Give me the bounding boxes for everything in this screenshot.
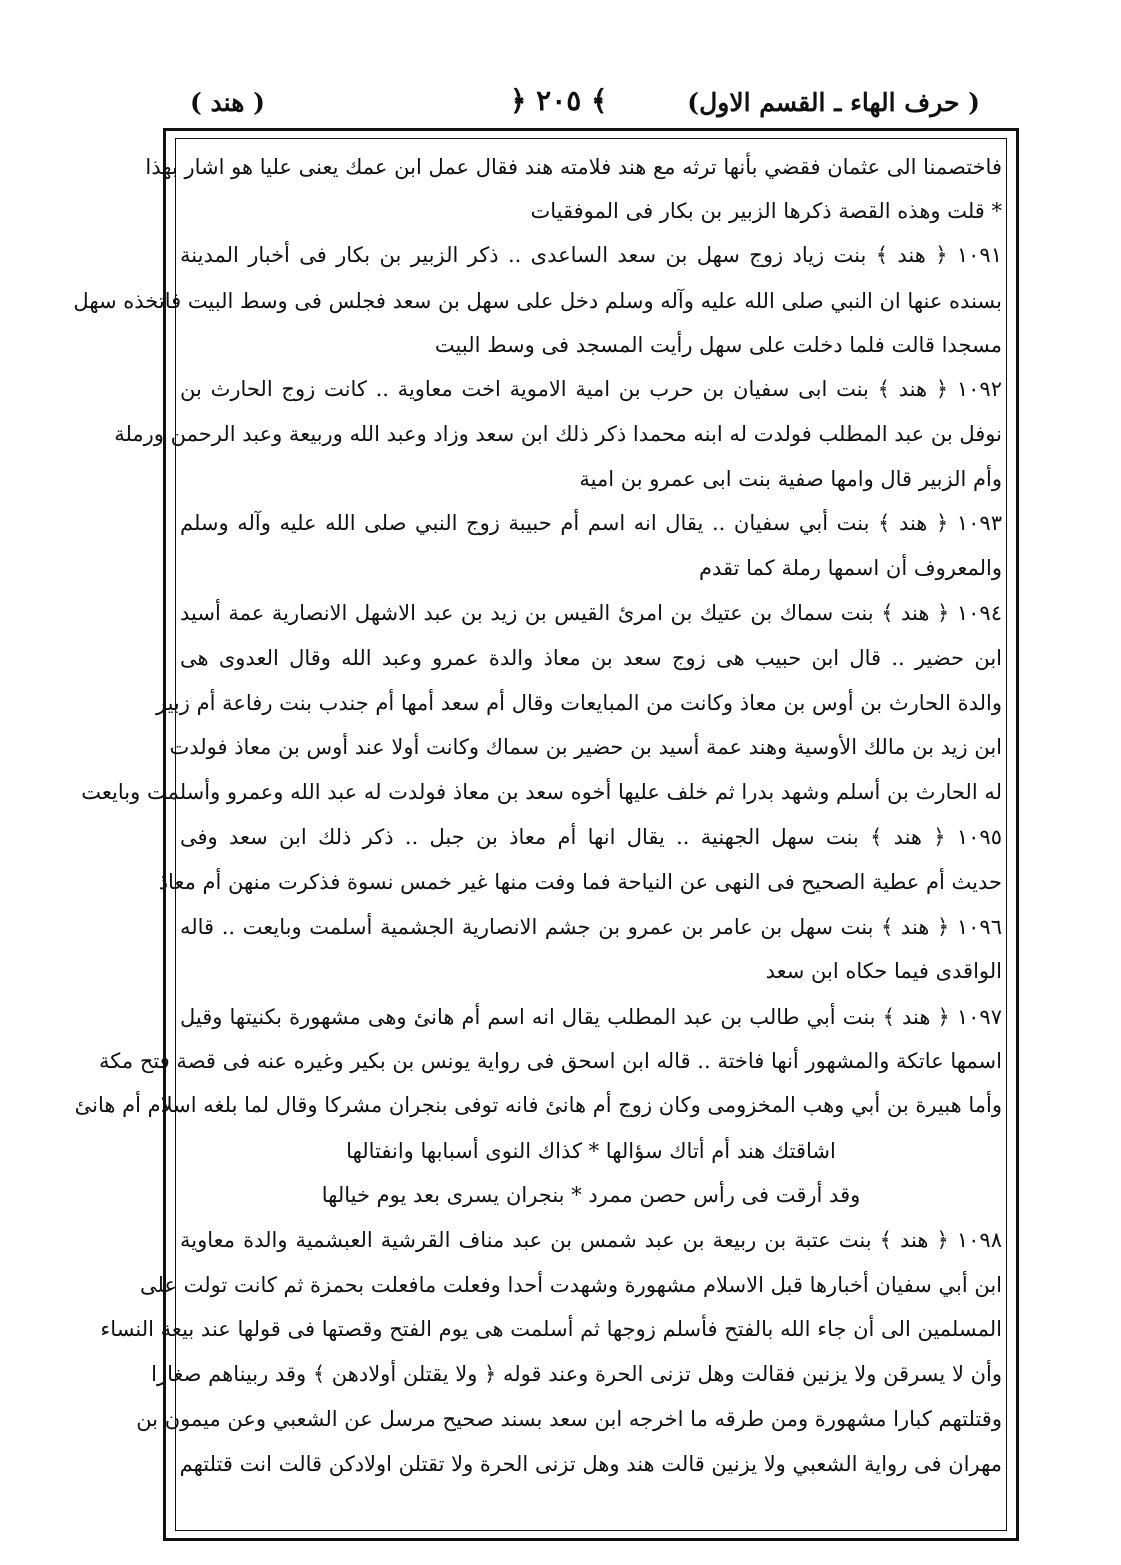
text-line: وأم الزبير قال وامها صفية بنت ابى عمرو بن امية (579, 467, 1002, 491)
text-line: ابن أبي سفيان أخبارها قبل الاسلام مشهورة وشهدت أحدا وفعلت مافعلت بحمزة ثم كانت تولت على (139, 1273, 1002, 1297)
verse-line: وقد أرقت فى رأس حصن ممرد * بنجران يسرى بعد يوم خيالها (321, 1183, 861, 1207)
text-line: * قلت وهذه القصة ذكرها الزبير بن بكار فى الموفقيات (530, 199, 1002, 223)
text-line: ابن حضير .. قال ابن حبيب هى زوج سعد بن معاذ والدة عمرو وعبد الله وقال العدوى هى (180, 646, 1002, 670)
page-number: ﴿ ٢٠٥ ﴾ (510, 84, 608, 117)
text-line: الواقدى فيما حكاه ابن سعد (765, 959, 1002, 983)
text-line: بسنده عنها ان النبي صلى الله عليه وآله وسلم دخل على سهل بن سعد فجلس فى وسط البيت فاتخذه سهل (73, 289, 1002, 313)
text-line: ١٠٩٦ ﴿ هند ﴾ بنت سهل بن عامر بن عمرو بن جشم الانصارية الجشمية أسلمت وبايعت .. قاله (180, 915, 1002, 939)
text-line: فاختصمنا الى عثمان فقضي بأنها ترثه مع هند فلامته هند فقال عمل ابن عمك يعنى عليا هو اشار بهذا (145, 155, 1002, 179)
text-line: حديث أم عطية الصحيح فى النهى عن النياحة فما وفت منها غير خمس نسوة فذكرت منهن أم معاذ (158, 870, 1002, 894)
text-line: ١٠٩٣ ﴿ هند ﴾ بنت أبي سفيان .. يقال انه اسم أم حبيبة زوج النبي صلى الله عليه وآله وسلم (180, 511, 1002, 535)
text-line: ١٠٩٧ ﴿ هند ﴾ بنت أبي طالب بن عبد المطلب يقال انه اسم أم هانئ وهى مشهورة بكنيتها وقيل (180, 1005, 1002, 1029)
text-line: ١٠٩٢ ﴿ هند ﴾ بنت ابى سفيان بن حرب بن امية الاموية اخت معاوية .. كانت زوج الحارث بن (180, 377, 1002, 401)
text-line: والدة الحارث بن أوس بن معاذ وكانت من المبايعات وقال أم سعد أمها أم جندب بنت رفاعة أم زبير (156, 691, 1002, 715)
text-line: اسمها عاتكة والمشهور أنها فاختة .. قاله ابن اسحق فى رواية يونس بن بكير وغيره عنه فى قصة فتح مكة (99, 1049, 1002, 1073)
text-line: ١٠٩٥ ﴿ هند ﴾ بنت سهل الجهنية .. يقال انها أم معاذ بن جبل .. ذكر ذلك ابن سعد وفى (180, 825, 1002, 849)
text-line: مهران فى رواية الشعبي ولا يزنين قالت هند وهل تزنى الحرة ولا تقتلن اولادكن قالت انت قتلتهم (179, 1452, 1002, 1476)
text-line: وأن لا يسرقن ولا يزنين فقالت وهل تزنى الحرة وعند قوله ﴿ ولا يقتلن أولادهن ﴾ وقد ربيناهم صغارا (151, 1362, 1002, 1386)
text-line: ١٠٩٨ ﴿ هند ﴾ بنت عتبة بن ربيعة بن عبد شمس بن عبد مناف القرشية العبشمية والدة معاوية (180, 1228, 1002, 1252)
header-entry-name: ( هند ) (190, 88, 265, 117)
header-section-title: (حرف الهاء ـ القسم الاول ) (687, 88, 980, 117)
verse-line: اشاقتك هند أم أتاك سؤالها * كذاك النوى أسبابها وانفتالها (346, 1139, 836, 1163)
text-line: مسجدا قالت فلما دخلت على سهل رأيت المسجد فى وسط البيت (434, 333, 1002, 357)
text-line: وأما هبيرة بن أبي وهب المخزومى وكان زوج أم هانئ فانه توفى بنجران مشركا وقال لما بلغه اسلام أم هانئ (74, 1093, 1002, 1117)
text-line: وقتلتهم كبارا مشهورة ومن طرقه ما اخرجه ابن سعد بسند صحيح مرسل عن الشعبي وعن ميمون بن (136, 1407, 1002, 1431)
text-line: ١٠٩٤ ﴿ هند ﴾ بنت سماك بن عتيك بن امرئ القيس بن زيد بن عبد الاشهل الانصارية عمة أسيد (180, 601, 1002, 625)
text-line: نوفل بن عبد المطلب فولدت له ابنه محمدا ذكر ذلك ابن سعد وزاد وعبد الله وربيعة وعبد الرحمن ورملة (114, 422, 1002, 446)
text-line: والمعروف أن اسمها رملة كما تقدم (698, 556, 1002, 580)
text-line: له الحارث بن أسلم وشهد بدرا ثم خلف عليها أخوه سعد بن معاذ فولدت له عبد الله وعمرو وأسلمت وبايعت (81, 780, 1002, 804)
text-line: المسلمين الى أن جاء الله بالفتح فأسلم زوجها ثم أسلمت هى يوم الفتح وقصتها فى قولها عند بيعة النساء (100, 1317, 1002, 1341)
page-header (150, 82, 980, 126)
text-line: ابن زيد بن مالك الأوسية وهند عمة أسيد بن حضير بن سماك وكانت أولا عند أوس بن معاذ فولدت (169, 735, 1002, 759)
page-body (73, 150, 1002, 1525)
text-line: ١٠٩١ ﴿ هند ﴾ بنت زياد زوج سهل بن سعد الساعدى .. ذكر الزبير بن بكار فى أخبار المدينة (180, 243, 1002, 267)
